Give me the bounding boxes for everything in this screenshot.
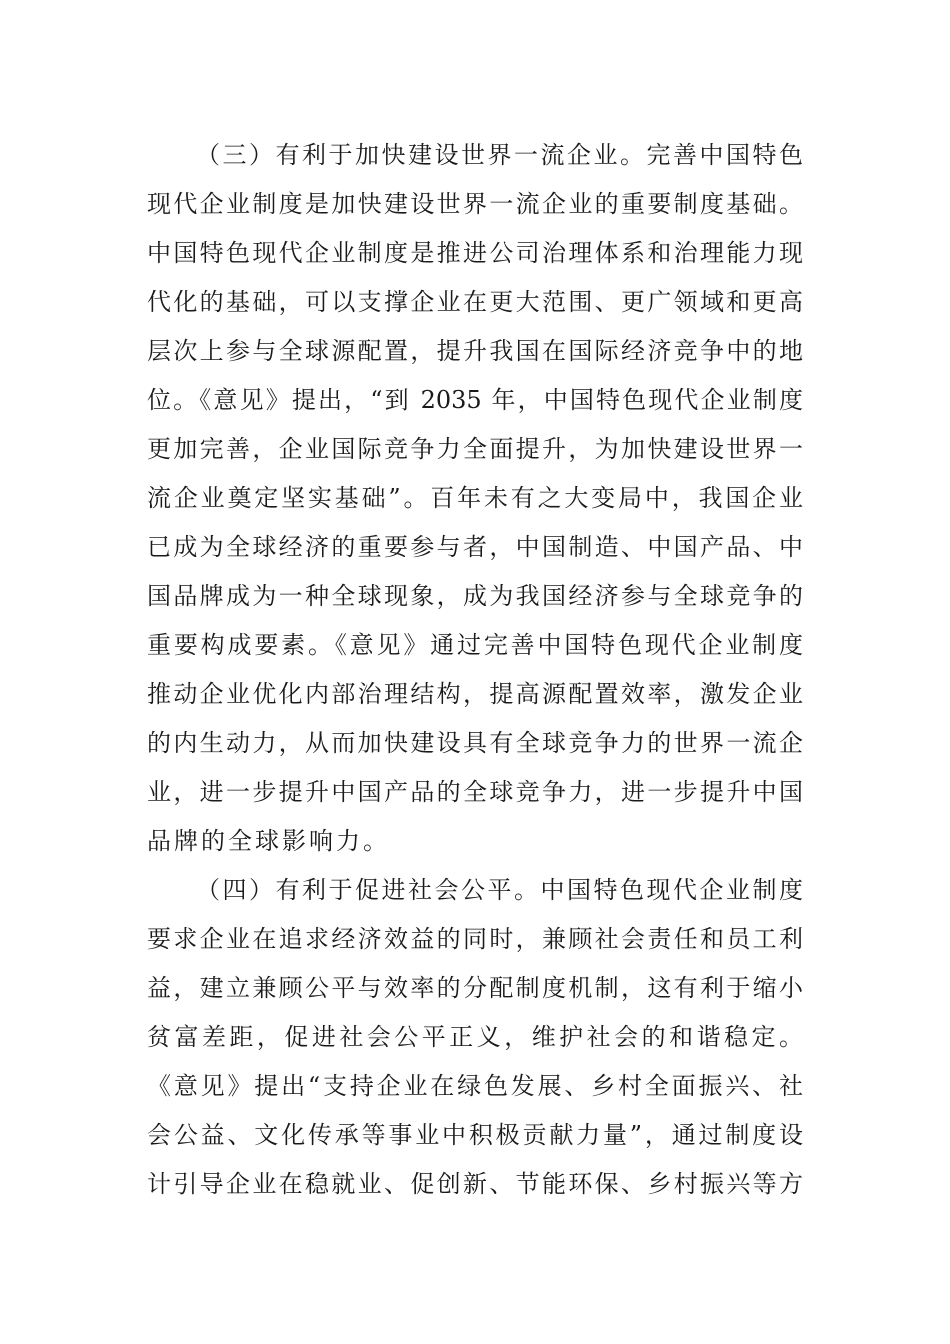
- text-line: 代化的基础，可以支撑企业在更大范围、更广领域和更高: [147, 288, 803, 316]
- text-line: 层次上参与全球源配置，提升我国在国际经济竞争中的地: [147, 337, 803, 365]
- text-line: 已成为全球经济的重要参与者，中国制造、中国产品、中: [147, 533, 803, 561]
- text-line: 计引导企业在稳就业、促创新、节能环保、乡村振兴等方: [147, 1170, 803, 1198]
- text-line: 现代企业制度是加快建设世界一流企业的重要制度基础。: [147, 190, 803, 218]
- text-line: 会公益、文化传承等事业中积极贡献力量”，通过制度设: [147, 1121, 803, 1149]
- text-line: 的内生动力，从而加快建设具有全球竞争力的世界一流企: [147, 729, 803, 757]
- text-line: （三）有利于加快建设世界一流企业。完善中国特色: [196, 141, 803, 169]
- text-line: 贫富差距，促进社会公平正义，维护社会的和谐稳定。: [147, 1023, 803, 1051]
- text-line: 重要构成要素。《意见》通过完善中国特色现代企业制度: [147, 631, 803, 659]
- text-line: 业，进一步提升中国产品的全球竞争力，进一步提升中国: [147, 778, 803, 806]
- text-line: 国品牌成为一种全球现象，成为我国经济参与全球竞争的: [147, 582, 803, 610]
- text-line: 更加完善，企业国际竞争力全面提升，为加快建设世界一: [147, 435, 803, 463]
- text-line: 品牌的全球影响力。: [147, 827, 390, 855]
- text-line: 中国特色现代企业制度是推进公司治理体系和治理能力现: [147, 239, 803, 267]
- text-line: 《意见》提出“支持企业在绿色发展、乡村全面振兴、社: [147, 1072, 803, 1100]
- text-line: 推动企业优化内部治理结构，提高源配置效率，激发企业: [147, 680, 803, 708]
- text-line: 益，建立兼顾公平与效率的分配制度机制，这有利于缩小: [147, 974, 803, 1002]
- text-line: （四）有利于促进社会公平。中国特色现代企业制度: [196, 876, 803, 904]
- text-line: 要求企业在追求经济效益的同时，兼顾社会责任和员工利: [147, 925, 803, 953]
- text-line: 位。《意见》提出，“到 2035 年，中国特色现代企业制度: [147, 386, 803, 414]
- text-line: 流企业奠定坚实基础”。百年未有之大变局中，我国企业: [147, 484, 803, 512]
